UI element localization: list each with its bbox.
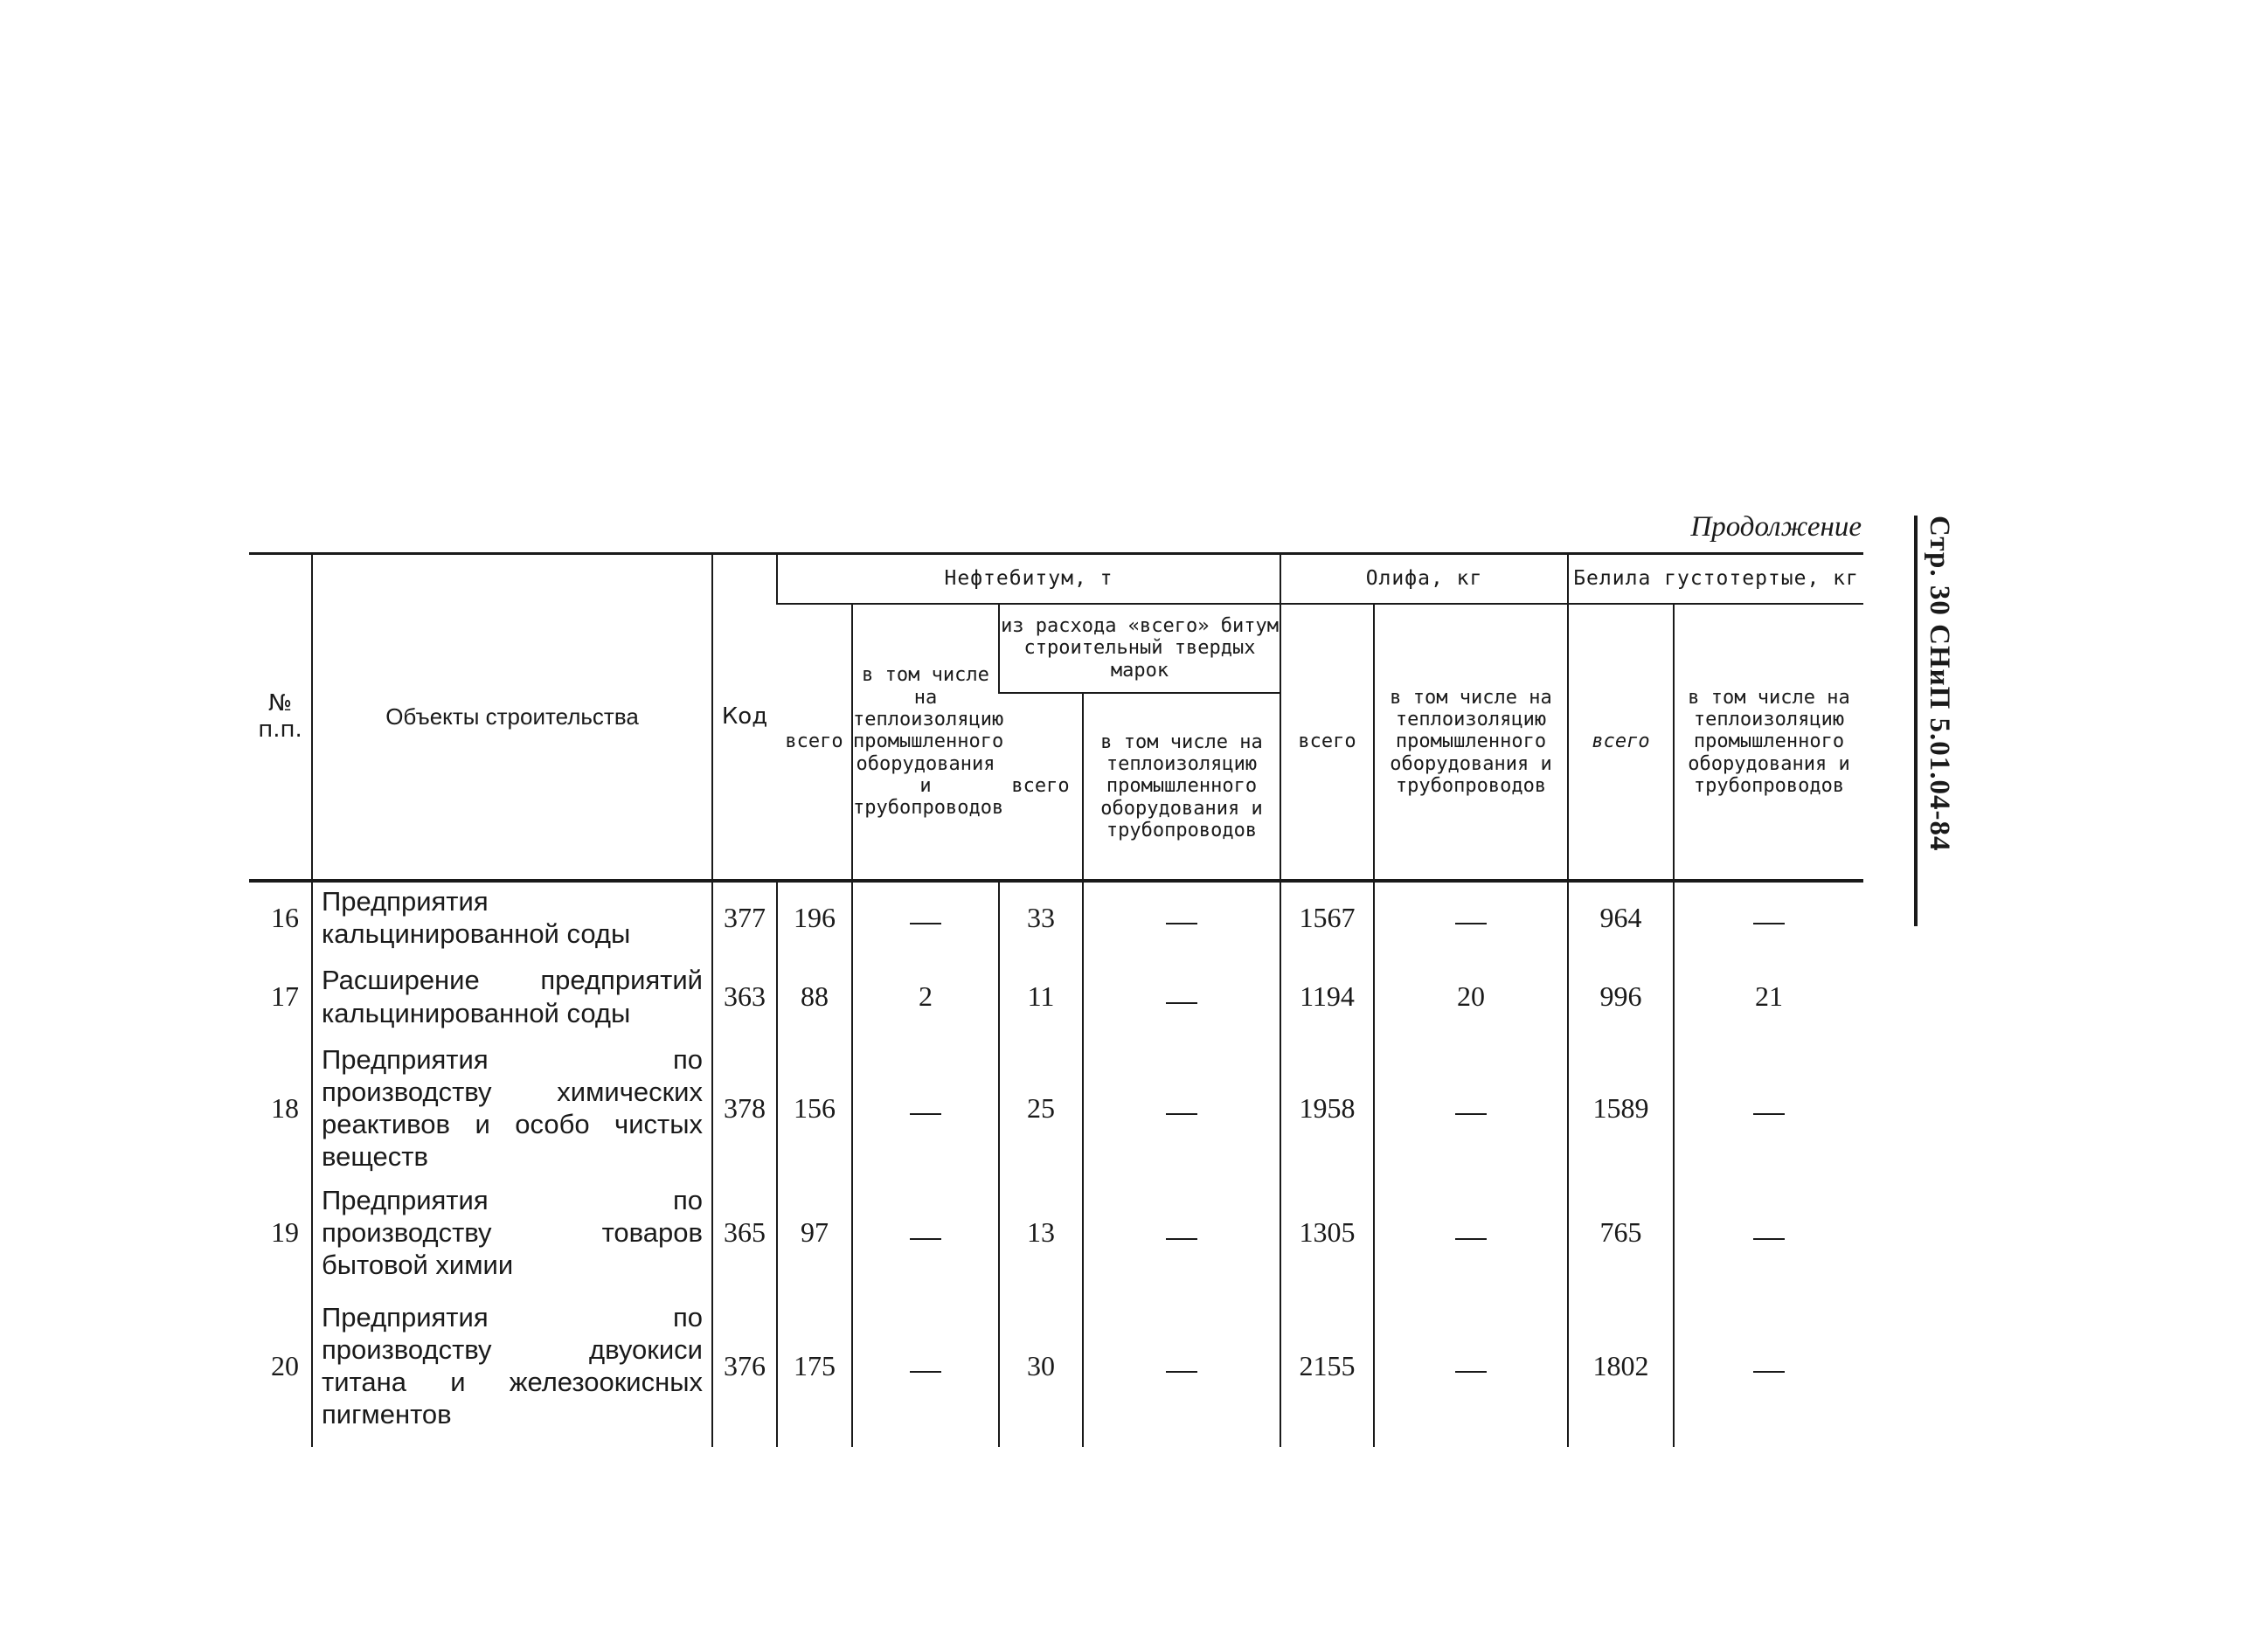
header-num: № п.п. — [249, 554, 312, 882]
table-row — [249, 958, 1863, 1041]
header-nb-incl: в том числе на теплоизоляцию промышленного оборудования и трубопроводов — [852, 604, 999, 881]
cell-object: Расширение предприятий кальцинированной соды — [312, 958, 712, 1041]
table-row — [249, 1041, 1863, 1180]
cell-nb-total: 97 — [777, 1180, 852, 1290]
cell-olifa-total: 2155 — [1280, 1290, 1374, 1447]
cell-num: 16 — [271, 901, 299, 933]
table-row — [249, 881, 1863, 958]
header-olifa-incl: в том числе на теплоизоляцию промышленного оборудования и трубопроводов — [1374, 604, 1568, 881]
cell-bit-incl — [1083, 881, 1280, 958]
header-object: Объекты строительства — [312, 554, 712, 882]
header-neftebitum: Нефтебитум, т — [777, 554, 1280, 605]
dash-mark — [1753, 1238, 1785, 1240]
cell-nb-incl — [852, 1290, 999, 1447]
dash-mark — [1455, 1371, 1487, 1373]
cell-bit-incl — [1083, 1180, 1280, 1290]
header-bit-incl: в том числе на теплоизоляцию промышленного оборудования и трубопроводов — [1083, 693, 1280, 881]
cell-code: 365 — [712, 1180, 777, 1290]
cell-belila-incl — [1674, 1180, 1863, 1290]
header-olifa: Олифа, кг — [1280, 554, 1568, 605]
cell-olifa-incl — [1374, 1180, 1568, 1290]
cell-belila-total: 996 — [1568, 958, 1674, 1041]
table-row — [249, 1290, 1863, 1447]
header-belila-total: всего — [1568, 604, 1674, 881]
cell-belila-total: 964 — [1568, 881, 1674, 958]
dash-mark — [1166, 1002, 1197, 1004]
cell-bit-total: 13 — [999, 1180, 1083, 1290]
cell-olifa-incl — [1374, 881, 1568, 958]
dash-mark — [1166, 923, 1197, 924]
cell-belila-incl: 21 — [1674, 958, 1863, 1041]
cell-belila-total: 765 — [1568, 1180, 1674, 1290]
dash-mark — [1753, 923, 1785, 924]
cell-nb-incl — [852, 881, 999, 958]
dash-mark — [1753, 1113, 1785, 1115]
cell-belila-incl — [1674, 1041, 1863, 1180]
header-bit-total: всего — [999, 693, 1083, 881]
cell-object: Предприятия по производству товаров бытовой химии — [312, 1180, 712, 1290]
dash-mark — [1166, 1371, 1197, 1373]
cell-olifa-incl — [1374, 1041, 1568, 1180]
cell-belila-incl — [1674, 881, 1863, 958]
cell-num: 20 — [271, 1349, 299, 1381]
cell-code: 363 — [712, 958, 777, 1041]
dash-mark — [910, 1113, 941, 1115]
cell-olifa-total: 1567 — [1280, 881, 1374, 958]
cell-bit-total: 25 — [999, 1041, 1083, 1180]
cell-olifa-incl — [1374, 1290, 1568, 1447]
header-code: Код — [712, 554, 777, 882]
cell-code: 377 — [712, 881, 777, 958]
dash-mark — [910, 1371, 941, 1373]
cell-olifa-incl: 20 — [1374, 958, 1568, 1041]
cell-object: Предприятия по производству двуокиси титана и железоокисных пигментов — [312, 1290, 712, 1447]
cell-num: 17 — [271, 980, 299, 1012]
dash-mark — [1166, 1238, 1197, 1240]
cell-code: 376 — [712, 1290, 777, 1447]
dash-mark — [1166, 1113, 1197, 1115]
header-belila-incl: в том числе на теплоизоляцию промышленного оборудования и трубопроводов — [1674, 604, 1863, 881]
cell-nb-incl — [852, 1041, 999, 1180]
dash-mark — [1455, 1238, 1487, 1240]
cell-bit-total: 33 — [999, 881, 1083, 958]
cell-olifa-total: 1194 — [1280, 958, 1374, 1041]
cell-bit-total: 11 — [999, 958, 1083, 1041]
cell-olifa-total: 1958 — [1280, 1041, 1374, 1180]
table-row — [249, 1180, 1863, 1290]
standard-reference: Стр. 30 СНиП 5.01.04-84 — [1924, 516, 1955, 852]
consumption-table — [249, 552, 1863, 1447]
cell-nb-total: 196 — [777, 881, 852, 958]
cell-code: 378 — [712, 1041, 777, 1180]
header-bitumen-group: из расхода «всего» битум строительный твердых марок — [999, 604, 1280, 693]
dash-mark — [1753, 1371, 1785, 1373]
header-olifa-total: всего — [1280, 604, 1374, 881]
continuation-label: Продолжение — [1690, 511, 1862, 543]
cell-bit-incl — [1083, 1041, 1280, 1180]
cell-num: 19 — [271, 1216, 299, 1248]
cell-nb-total: 156 — [777, 1041, 852, 1180]
cell-bit-incl — [1083, 1290, 1280, 1447]
cell-num: 18 — [271, 1091, 299, 1124]
cell-object: Предприятия кальцинированной соды — [312, 881, 712, 958]
dash-mark — [910, 923, 941, 924]
dash-mark — [1455, 1113, 1487, 1115]
header-nb-total: всего — [777, 604, 852, 881]
page-side-label — [1914, 516, 1961, 926]
cell-nb-incl: 2 — [852, 958, 999, 1041]
cell-bit-incl — [1083, 958, 1280, 1041]
dash-mark — [910, 1238, 941, 1240]
cell-nb-incl — [852, 1180, 999, 1290]
cell-nb-total: 175 — [777, 1290, 852, 1447]
cell-object: Предприятия по производству химических реактивов и особо чистых веществ — [312, 1041, 712, 1180]
table-body — [249, 881, 1863, 1447]
cell-olifa-total: 1305 — [1280, 1180, 1374, 1290]
cell-belila-incl — [1674, 1290, 1863, 1447]
cell-nb-total: 88 — [777, 958, 852, 1041]
dash-mark — [1455, 923, 1487, 924]
cell-belila-total: 1802 — [1568, 1290, 1674, 1447]
cell-bit-total: 30 — [999, 1290, 1083, 1447]
header-belila: Белила густотертые, кг — [1568, 554, 1863, 605]
cell-belila-total: 1589 — [1568, 1041, 1674, 1180]
